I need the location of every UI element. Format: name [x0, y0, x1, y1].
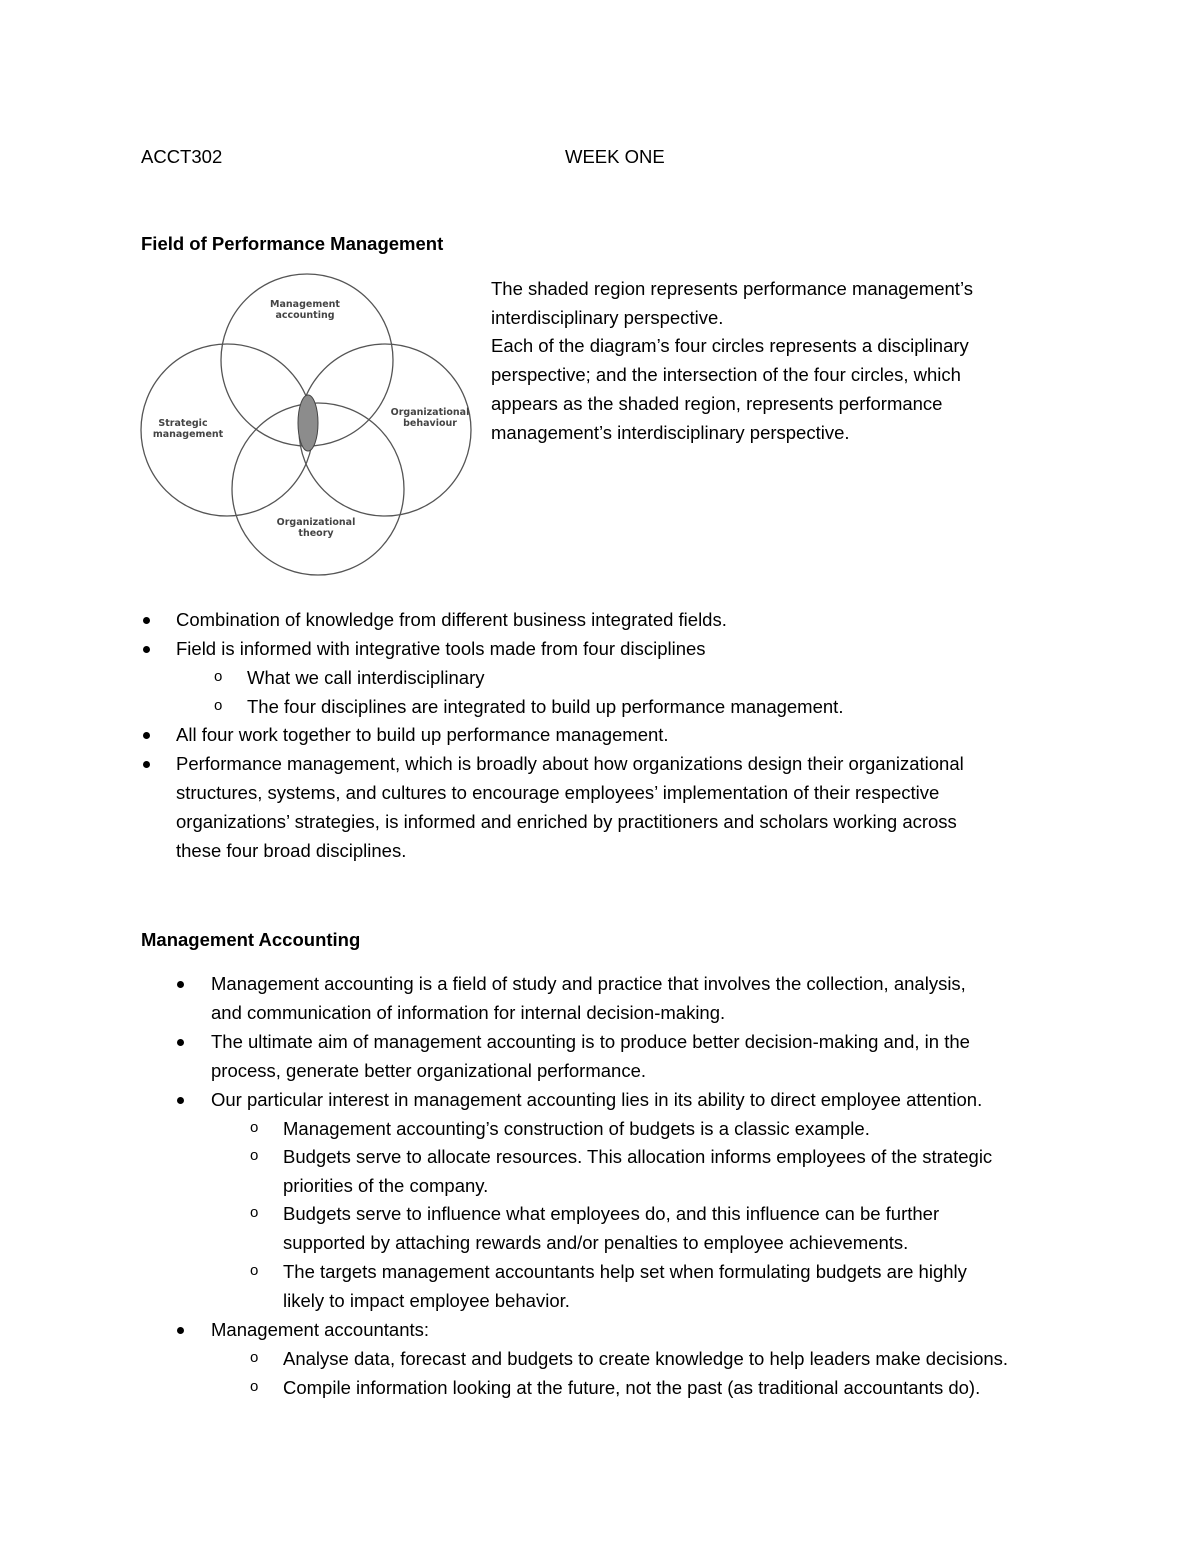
list-item: Combination of knowledge from different business integrated fields.	[176, 609, 727, 630]
label-strategic-management-2: management	[152, 429, 224, 440]
sub-list-item: Management accounting’s construction of budgets is a classic example.	[283, 1118, 870, 1139]
list-item: The ultimate aim of management accounting is to produce better decision-making and, in the	[211, 1031, 970, 1052]
list-item-continued: structures, systems, and cultures to encourage employees’ implementation of their respective	[176, 782, 940, 803]
sub-list-item: Budgets serve to influence what employees do, and this influence can be further	[283, 1203, 940, 1224]
explanation-line: Each of the diagram’s four circles represents a disciplinary	[491, 335, 969, 357]
circle-organizational-behaviour	[299, 344, 471, 516]
sub-list-item: What we call interdisciplinary	[247, 667, 485, 688]
sub-bullet-marker: o	[250, 1349, 259, 1366]
explanation-line: perspective; and the intersection of the four circles, which	[491, 364, 961, 386]
sub-bullet-marker: o	[250, 1147, 259, 1164]
sub-list-item: Budgets serve to allocate resources. This allocation informs employees of the strategic	[283, 1146, 993, 1167]
sub-list-item-continued: likely to impact employee behavior.	[283, 1290, 570, 1311]
explanation-line: management’s interdisciplinary perspective.	[491, 421, 850, 443]
diagram-explanation	[491, 275, 1051, 447]
sub-bullet-marker: o	[214, 668, 223, 685]
bullet-dot	[177, 1039, 184, 1046]
bullet-dot	[143, 617, 150, 624]
list-item: Field is informed with integrative tools made from four disciplines	[176, 638, 706, 659]
explanation-line: appears as the shaded region, represents performance	[491, 392, 943, 414]
bullet-dot	[177, 1327, 184, 1334]
venn-diagram	[135, 268, 480, 583]
label-organizational-theory-1: Organizational	[276, 517, 356, 528]
label-strategic-management-1: Strategic	[158, 418, 208, 429]
sub-bullet-marker: o	[214, 697, 223, 714]
sub-list-item: The targets management accountants help set when formulating budgets are highly	[283, 1261, 967, 1282]
bullet-dot	[143, 761, 150, 768]
explanation-line: interdisciplinary perspective.	[491, 306, 724, 328]
sub-bullet-marker: o	[250, 1262, 259, 1279]
list-item: Management accounting is a field of study and practice that involves the collection, analysis,	[211, 973, 966, 994]
bullet-dot	[177, 1097, 184, 1104]
section-heading-performance-management: Field of Performance Management	[141, 233, 444, 254]
label-management-accounting-2: accounting	[275, 310, 335, 321]
sub-bullet-marker: o	[250, 1119, 259, 1136]
sub-list-item: The four disciplines are integrated to build up performance management.	[247, 696, 844, 717]
section-heading-management-accounting: Management Accounting	[141, 929, 361, 950]
bullet-dot	[143, 646, 150, 653]
sub-list-item: Compile information looking at the future, not the past (as traditional accountants do).	[283, 1377, 981, 1398]
list-item: Management accountants:	[211, 1319, 430, 1340]
course-code: ACCT302	[141, 146, 223, 167]
sub-bullet-marker: o	[250, 1378, 259, 1395]
sub-bullet-marker: o	[250, 1204, 259, 1221]
bullet-dot	[177, 981, 184, 988]
sub-list-item: Analyse data, forecast and budgets to create knowledge to help leaders make decisions.	[283, 1348, 1009, 1369]
list-item-continued: organizations’ strategies, is informed and enriched by practitioners and scholars working across	[176, 811, 957, 832]
list-item: All four work together to build up performance management.	[176, 724, 669, 745]
label-organizational-theory-2: theory	[298, 528, 334, 539]
bullet-dot	[143, 732, 150, 739]
label-management-accounting-1: Management	[270, 299, 340, 310]
sub-list-item-continued: supported by attaching rewards and/or penalties to employee achievements.	[283, 1232, 909, 1253]
sub-list-item-continued: priorities of the company.	[283, 1175, 489, 1196]
week-label: WEEK ONE	[565, 146, 665, 167]
list-item-continued: these four broad disciplines.	[176, 840, 407, 861]
label-organizational-behaviour-2: behaviour	[403, 418, 457, 429]
list-item: Performance management, which is broadly about how organizations design their organizational	[176, 753, 964, 774]
list-item: Our particular interest in management accounting lies in its ability to direct employee attention.	[211, 1089, 983, 1110]
explanation-line: The shaded region represents performance management’s	[491, 278, 973, 299]
list-item-continued: and communication of information for internal decision-making.	[211, 1002, 726, 1023]
label-organizational-behaviour-1: Organizational	[390, 407, 470, 418]
shaded-intersection	[298, 395, 318, 451]
list-item-continued: process, generate better organizational performance.	[211, 1060, 647, 1081]
